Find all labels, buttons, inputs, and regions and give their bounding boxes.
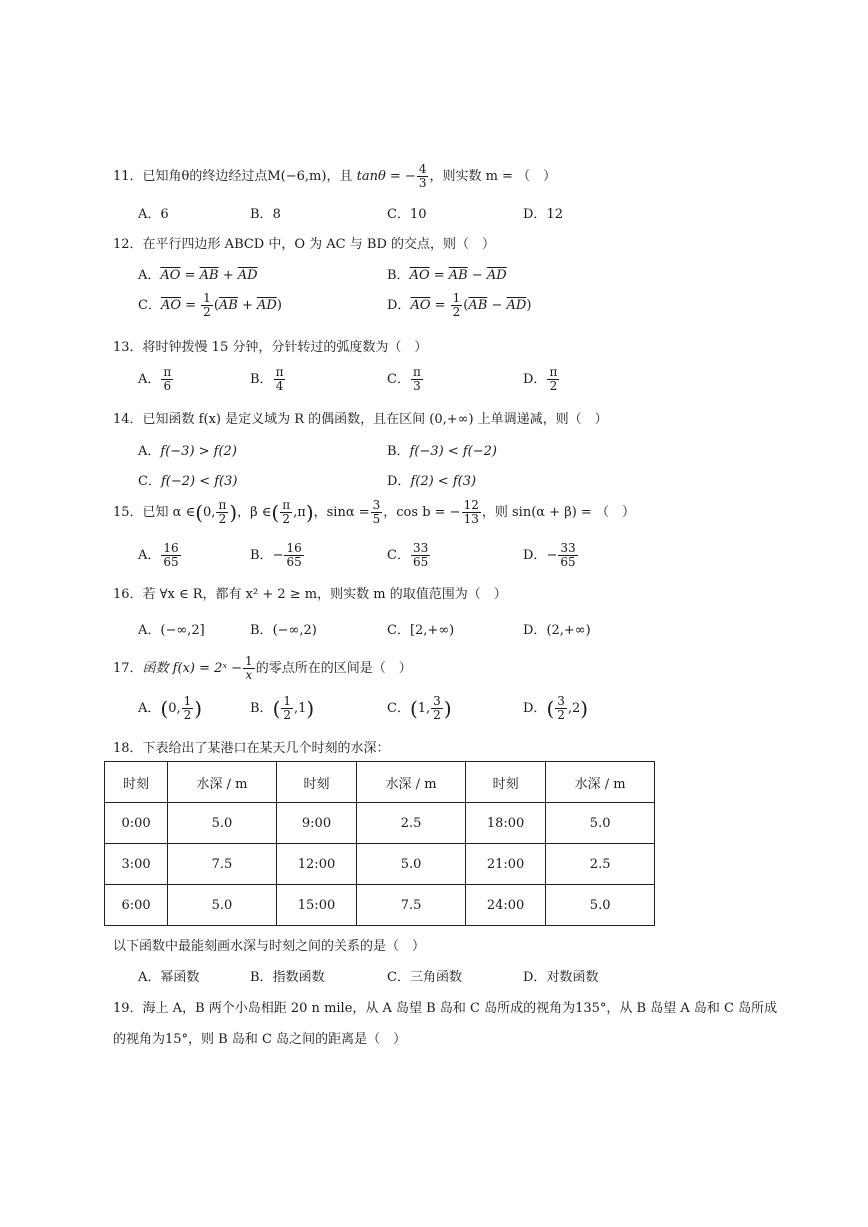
table-cell: 18:00	[465, 803, 545, 844]
option-b: B．f(−3) < f(−2)	[387, 444, 497, 459]
question-14: 14．已知函数 f(x) 是定义域为 R 的偶函数，且在区间 (0,+∞) 上单调递减，则（ ）	[113, 412, 608, 427]
option-a: A． $\frac{16}{65}$	[138, 541, 179, 569]
table-header: 时刻	[105, 762, 168, 803]
table-cell: 5.0	[168, 885, 277, 926]
question-number: 11．	[113, 169, 143, 184]
option-b: B．(−∞,2)	[250, 623, 317, 638]
question-19-line2: 的视角为15°，则 B 岛和 C 岛之间的距离是（ ）	[113, 1032, 407, 1047]
option-b: B．8	[250, 207, 281, 222]
table-cell: 12:00	[276, 844, 356, 885]
question-17: 17．函数 f(x) = 2ˣ − $\frac{1}{x}$ 的零点所在的区间是（ ）	[113, 654, 412, 682]
table-cell: 7.5	[357, 885, 466, 926]
table-row	[105, 803, 655, 844]
question-tail: ，则实数 m = （ ）	[429, 169, 557, 184]
question-15: 15．已知 α ∈(0, $\frac{\pi}{2}$ )，β ∈( $\frac{\pi}{2}$ ,π)，sinα = $\frac{3}{5}$ ，cos b = − $\frac{12}{13}$ ，则 sin(α + β) = （ ）	[113, 498, 635, 526]
table-cell: 5.0	[357, 844, 466, 885]
question-19: 19．海上 A，B 两个小岛相距 20 n mile，从 A 岛望 B 岛和 C 岛所成的视角为135°，从 B 岛望 A 岛和 C 岛所成	[113, 1001, 778, 1016]
question-12: 12．在平行四边形 ABCD 中，O 为 AC 与 BD 的交点，则（ ）	[113, 237, 495, 252]
question-18-followup: 以下函数中最能刻画水深与时刻之间的关系的是（ ）	[113, 939, 426, 954]
option-d: D．(2,+∞)	[523, 623, 591, 638]
table-cell: 9:00	[276, 803, 356, 844]
table-row	[105, 885, 655, 926]
question-text: 已知角θ的终边经过点M(−6,m)，且	[142, 169, 353, 184]
table-header-row	[105, 762, 655, 803]
option-a: A．(0, $\frac{1}{2}$ )	[138, 694, 203, 722]
table-cell: 3:00	[105, 844, 168, 885]
table-cell: 5.0	[168, 803, 277, 844]
table-cell: 2.5	[357, 803, 466, 844]
option-c: C．[2,+∞)	[387, 623, 455, 638]
option-b: B．− $\frac{16}{65}$	[250, 541, 302, 569]
table-cell: 7.5	[168, 844, 277, 885]
option-c: C． $\frac{33}{65}$	[387, 541, 429, 569]
math-expr: tanθ = −	[356, 169, 416, 184]
table-cell: 5.0	[546, 885, 655, 926]
option-b: B．指数函数	[250, 970, 325, 985]
option-a: A．6	[138, 207, 169, 222]
option-a: A．(−∞,2]	[138, 623, 205, 638]
option-b: B． $\frac{\pi}{4}$	[250, 365, 284, 393]
table-header: 水深 / m	[168, 762, 277, 803]
option-a: A． $\frac{\pi}{6}$	[138, 365, 172, 393]
question-18: 18．下表给出了某港口在某天几个时刻的水深：	[113, 741, 390, 756]
option-d: D．− $\frac{33}{65}$	[523, 541, 576, 569]
question-13: 13．将时钟拨慢 15 分钟，分针转过的弧度数为（ ）	[113, 340, 428, 355]
option-c: C．10	[387, 207, 427, 222]
table-cell: 2.5	[546, 844, 655, 885]
table-cell: 6:00	[105, 885, 168, 926]
question-16: 16．若 ∀x ∈ R，都有 x² + 2 ≥ m，则实数 m 的取值范围为（ ）	[113, 587, 507, 602]
option-c: C．(1, $\frac{3}{2}$ )	[387, 694, 452, 722]
option-c: C．$\overline{AO}$ = $\frac{1}{2}$ $(\overline{AB} + \overline{AD})$	[138, 291, 282, 319]
option-c: C．f(−2) < f(3)	[138, 474, 238, 489]
option-a: A．幂函数	[138, 970, 200, 985]
table-header: 时刻	[465, 762, 545, 803]
option-d: D．对数函数	[523, 970, 599, 985]
option-c: C．三角函数	[387, 970, 462, 985]
table-cell: 15:00	[276, 885, 356, 926]
table-header: 水深 / m	[357, 762, 466, 803]
table-header: 时刻	[276, 762, 356, 803]
fraction: $\frac{4}{3}$	[418, 162, 427, 190]
table-cell: 21:00	[465, 844, 545, 885]
table-row	[105, 844, 655, 885]
option-d: D．$\overline{AO}$ = $\frac{1}{2}$ $(\overline{AB} - \overline{AD})$	[387, 291, 532, 319]
option-d: D．f(2) < f(3)	[387, 474, 477, 489]
option-d: D．12	[523, 207, 563, 222]
water-depth-table	[104, 761, 655, 926]
option-b: B．$\overline{AO} = \overline{AB} - \overline{AD}$	[387, 268, 507, 283]
option-d: D． $\frac{\pi}{2}$	[523, 365, 558, 393]
option-a: A．f(−3) > f(2)	[138, 444, 237, 459]
table-cell: 0:00	[105, 803, 168, 844]
table-cell: 5.0	[546, 803, 655, 844]
option-c: C． $\frac{\pi}{3}$	[387, 365, 421, 393]
table-header: 水深 / m	[546, 762, 655, 803]
option-d: D．( $\frac{3}{2}$ ,2)	[523, 694, 589, 722]
table-cell: 24:00	[465, 885, 545, 926]
option-b: B．( $\frac{1}{2}$ ,1)	[250, 694, 315, 722]
question-11	[113, 163, 556, 190]
option-a: A．$\overline{AO} = \overline{AB} + \overline{AD}$	[138, 268, 258, 283]
